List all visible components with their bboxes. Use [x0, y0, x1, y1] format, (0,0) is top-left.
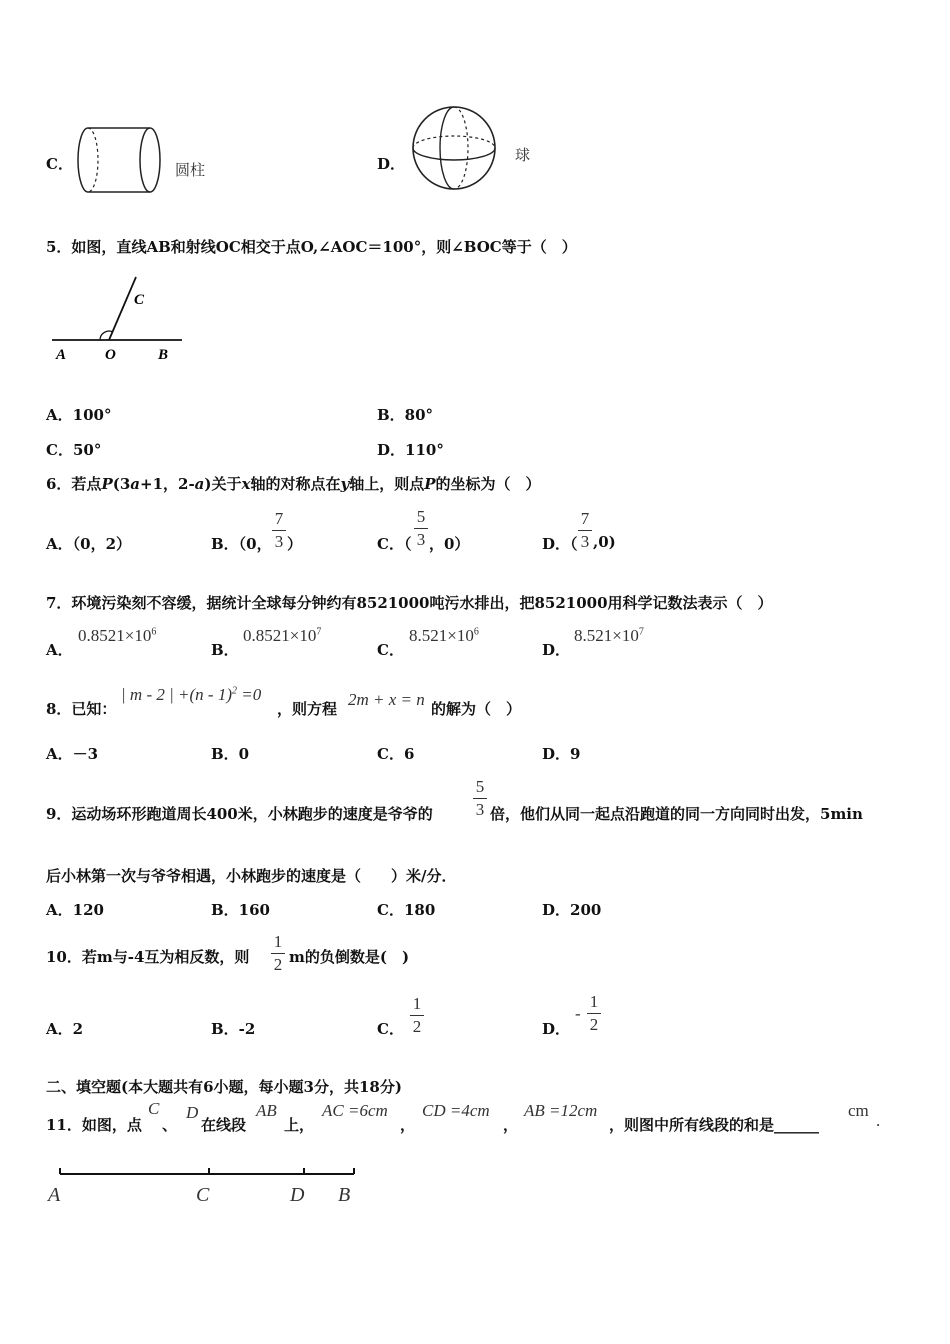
q6-option-d-suffix: ,0)	[593, 533, 616, 551]
q11-eq-ac: AC =6cm	[322, 1101, 388, 1120]
q7-option-d-label: D．	[542, 641, 571, 659]
q10-option-d-label: D．	[542, 1020, 571, 1038]
q10-option-b: B．-2	[211, 1020, 256, 1038]
q11-stem-mid2: 上，	[284, 1116, 315, 1134]
q7-option-a-value: $0.8521\times 10^6$	[78, 626, 157, 645]
q9-option-b: B．160	[211, 901, 270, 919]
q7-option-c-label: C．	[377, 641, 404, 659]
q9-option-d: D．200	[542, 901, 602, 919]
q11-eq-ab: AB =12cm	[524, 1101, 598, 1120]
q11-period: .	[876, 1111, 881, 1130]
q5-label-b: B	[158, 347, 169, 363]
q11-segment-figure	[44, 1164, 364, 1210]
q11-segment-ab: AB	[256, 1101, 277, 1120]
q5-option-b: B．80°	[377, 406, 434, 424]
cylinder-figure	[74, 124, 166, 196]
q10-option-c-label: C．	[377, 1020, 404, 1038]
q10-option-c-fraction: 1 2	[410, 995, 424, 1036]
q5-stem: 5．如图，直线AB和射线OC相交于点O,∠AOC＝100°，则∠BOC等于（ ）	[46, 238, 577, 256]
q8-option-b: B．0	[211, 745, 250, 763]
q5-label-o: O	[105, 347, 116, 363]
q7-stem: 7．环境污染刻不容缓，据统计全球每分钟约有8521000吨污水排出，把8521000用科学记数法表示（ ）	[46, 594, 773, 612]
q11-point-c: C	[148, 1099, 160, 1118]
q4-option-d-label: D．	[377, 155, 406, 173]
q11-eq-cd: CD =4cm	[422, 1101, 490, 1120]
q11-stem-mid3: ，则图中所有线段的和是______	[609, 1116, 820, 1134]
q5-option-a: A．100°	[46, 406, 112, 424]
q4-option-c-label: C．	[46, 155, 73, 173]
q8-equation: 2m + x = n	[348, 690, 425, 709]
q5-option-d: D．110°	[377, 441, 444, 459]
q11-label-d: D	[290, 1184, 305, 1206]
q11-point-d: D	[186, 1103, 199, 1122]
q11-label-b: B	[338, 1184, 351, 1206]
q6-option-c-suffix: ，0）	[429, 535, 470, 553]
q8-stem-mid: ，则方程	[277, 700, 338, 718]
q6-option-d-fraction: 7 3	[578, 510, 592, 551]
cylinder-caption: 圆柱	[175, 161, 206, 179]
q9-stem-prefix: 9．运动场环形跑道周长400米，小林跑步的速度是爷爷的	[46, 805, 433, 823]
q5-label-c: C	[134, 292, 145, 308]
q9-fraction: 5 3	[473, 778, 487, 819]
q10-stem-suffix: m的负倒数是( )	[289, 948, 410, 966]
q10-stem-prefix: 10．若m与-4互为相反数，则	[46, 948, 250, 966]
q6-option-b-suffix: ）	[287, 535, 303, 553]
q11-label-c: C	[196, 1184, 210, 1206]
q9-stem-line2: 后小林第一次与爷爷相遇，小林跑步的速度是（ ）米/分．	[46, 867, 457, 885]
q6-option-a: A．（0，2）	[46, 535, 132, 553]
q6-stem: 6．若点P(3a+1，2-a)关于x轴的对称点在y轴上，则点P的坐标为（ ）	[46, 475, 541, 493]
sphere-figure	[410, 104, 498, 192]
q6-option-c-prefix: C．（	[377, 535, 412, 553]
q6-option-d-prefix: D．（	[542, 535, 578, 553]
q6-option-b-prefix: B．（0，	[211, 535, 272, 553]
q11-label-a: A	[48, 1184, 61, 1206]
q5-label-a: A	[56, 347, 67, 363]
q8-stem-suffix: 的解为（ ）	[431, 700, 522, 718]
q5-option-c: C．50°	[46, 441, 102, 459]
q7-option-d-value: $8.521\times 10^7$	[574, 626, 644, 645]
sphere-caption: 球	[515, 146, 531, 164]
q10-option-d-fraction: 1 2	[587, 993, 601, 1034]
q9-option-a: A．120	[46, 901, 104, 919]
q10-option-a: A．2	[46, 1020, 84, 1038]
q6-option-b-fraction: 7 3	[272, 510, 286, 551]
q6-option-c-fraction: 5 3	[414, 508, 428, 549]
q8-stem-prefix: 8．已知：	[46, 700, 117, 718]
q11-separator: 、	[162, 1116, 178, 1134]
q8-option-d: D．9	[542, 745, 581, 763]
q10-fraction: 1 2	[271, 933, 285, 974]
q7-option-c-value: $8.521\times 10^6$	[409, 626, 479, 645]
q9-stem-suffix: 倍，他们从同一起点沿跑道的同一方向同时出发，5min	[490, 805, 863, 823]
q5-angle-figure	[50, 274, 185, 366]
q10-option-d-sign: -	[575, 1004, 581, 1023]
q7-option-b-label: B．	[211, 641, 239, 659]
q11-stem-mid1: 在线段	[201, 1116, 247, 1134]
q11-comma-2: ，	[503, 1116, 519, 1134]
q7-option-a-label: A．	[46, 641, 73, 659]
q11-comma-1: ，	[400, 1116, 416, 1134]
q9-option-c: C．180	[377, 901, 436, 919]
q11-stem-prefix: 11．如图，点	[46, 1116, 142, 1134]
q8-option-c: C．6	[377, 745, 415, 763]
q11-unit: cm	[848, 1101, 869, 1120]
q7-option-b-value: $0.8521\times 10^7$	[243, 626, 322, 645]
section-2-heading: 二、填空题(本大题共有6小题，每小题3分，共18分)	[46, 1078, 402, 1096]
q8-condition: | m - 2 | +(n - 1)$^2$ =0	[121, 685, 262, 704]
q8-option-a: A．－3	[46, 745, 99, 763]
